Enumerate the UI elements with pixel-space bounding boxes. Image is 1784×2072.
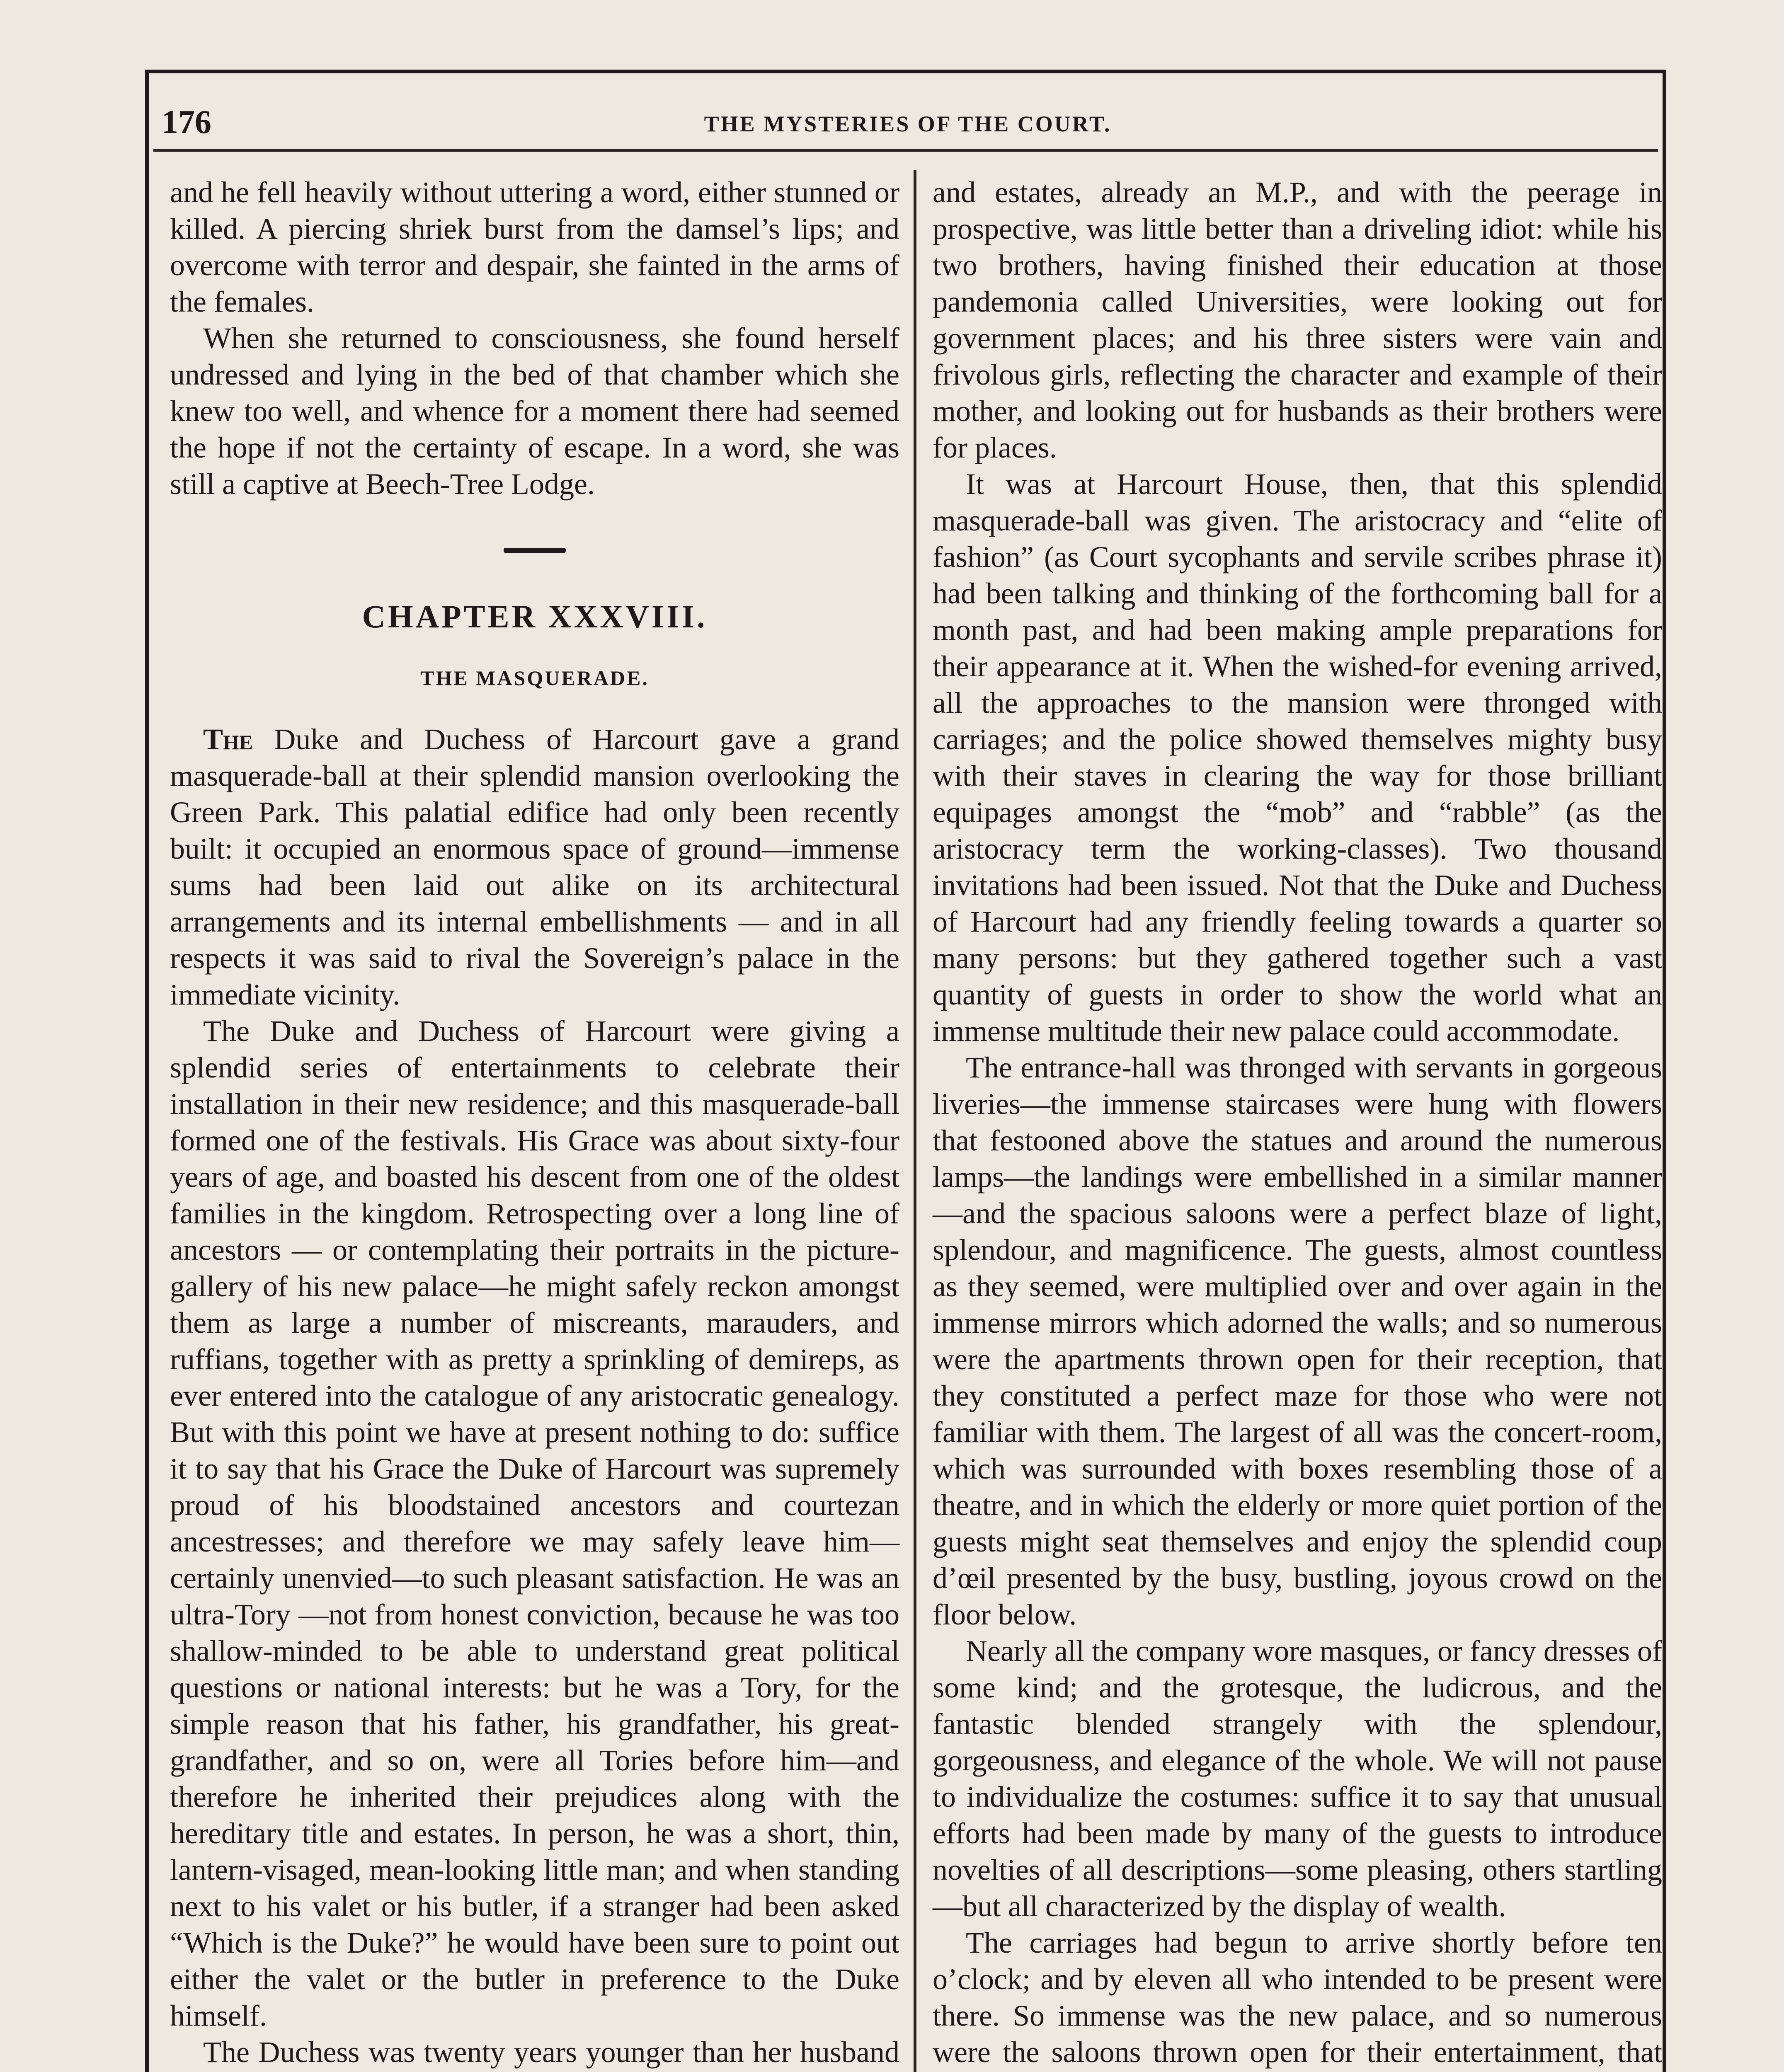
page-number: 176 <box>162 104 211 140</box>
paragraph: Nearly all the company wore masques, or fancy dresses of some kind; and the grotesque, the ludicrous, and the fantastic blended strangely with the splendour, gorgeousness, and elegance of the whole. We will not pause to individualize the costumes: suffice it to say that unusual efforts had been made by many of the guests to introduce novelties of all descriptions—some pleasing, others startling—but all characterized by the display of wealth. <box>933 1634 1662 1923</box>
paragraph: and he fell heavily without uttering a word, either stunned or killed. A piercing shriek burst from the damsel’s lips; and overcome with terror and despair, she fainted in the arms of the females. <box>170 176 899 318</box>
paragraph: It was at Harcourt House, then, that this splendid masquerade-ball was given. The aristocracy and “elite of fashion” (as Court sycophants and servile scribes phrase it) had been talking and thinking of the forthcoming ball for a month past, and had been making ample preparations for their appearance at it. When the wished-for evening arrived, all the approaches to the mansion were thronged with carriages; and the police showed themselves mighty busy with their staves in clearing the way for those brilliant equipages amongst the “mob” and “rabble” (as the aristocracy term the working-classes). Two thousand invitations had been issued. Not that the Duke and Duchess of Harcourt had any friendly feeling towards a quarter so many persons: but they gathered together such a vast quantity of guests in order to show the world what an immense multitude their new palace could accommodate. <box>933 467 1662 1048</box>
running-title: THE MYSTERIES OF THE COURT. <box>704 111 1112 136</box>
paragraph: and estates, already an M.P., and with the peerage in prospective, was little better than a driveling idiot: while his two brothers, having finished their education at those pandemonia called Universities, were looking out for government places; and his three sisters were vain and frivolous girls, reflecting the character and example of their mother, and looking out for husbands as their brothers were for places. <box>933 176 1662 464</box>
opening-paragraph <box>170 721 899 1013</box>
paragraph: The carriages had begun to arrive shortly before ten o’clock; and by eleven all who intended to be present were there. So immense was the new palace, and so numerous were the saloons thrown open for their entertainment, that <box>933 1926 1662 2069</box>
paragraph: The entrance-hall was thronged with servants in gorgeous liveries—the immense staircases were hung with flowers that festooned above the statues and around the numerous lamps—the landings were embellished in a similar manner—and the spacious saloons were a perfect blaze of light, splendour, and magnificence. The guests, almost countless as they seemed, were multiplied over and over again in the immense mirrors which adorned the walls; and so numerous were the apartments thrown open for their reception, that they constituted a perfect maze for those who were not familiar with them. The largest of all was the concert-room, which was surrounded with boxes resembling those of a theatre, and in which the elderly or more quiet portion of the guests might seat themselves and enjoy the splendid coup d’œil presented by the busy, bustling, joyous crowd on the floor below. <box>933 1051 1662 1631</box>
paragraph: The Duke and Duchess of Harcourt were giving a splendid series of entertainments to celebrate their installation in their new residence; and this masquerade-ball formed one of the festivals. His Grace was about sixty-four years of age, and boasted his descent from one of the oldest families in the kingdom. Retrospecting over a long line of ancestors — or contemplating their portraits in the picture-gallery of his new palace—he might safely reckon amongst them as large a number of miscreants, marauders, and ruffians, together with as pretty a sprinkling of demireps, as ever entered into the catalogue of any aristocratic genealogy. But with this point we have at present nothing to do: suffice it to say that his Grace the Duke of Harcourt was supremely proud of his bloodstained ancestors and courtezan ancestresses; and therefore we may safely leave him—certainly unenvied—to such pleasant satisfaction. He was an ultra-Tory —not from honest conviction, because he was too shallow-minded to be able to understand great political questions or national interests: but he was a Tory, for the simple reason that his father, his grandfather, his great-grandfather, and so on, were all Tories before him—and therefore he inherited their prejudices along with the hereditary title and estates. In person, he was a short, thin, lantern-visaged, mean-looking little man; and when standing next to his valet or his butler, if a stranger had been asked “Which is the Duke?” he would have been sure to point out either the valet or the butler in preference to the Duke himself. <box>170 1014 899 2032</box>
chapter-subtitle: THE MASQUERADE. <box>420 666 649 690</box>
section-divider <box>504 548 566 553</box>
paragraph: The Duchess was twenty years younger than her husband <box>203 2036 899 2069</box>
right-column <box>933 174 1662 2072</box>
paragraph: When she returned to consciousness, she found herself undressed and lying in the bed of that chamber which she knew too well, and whence for a moment there had seemed the hope if not the certainty of escape. In a word, she was still a captive at Beech-Tree Lodge. <box>170 322 899 501</box>
chapter-title: CHAPTER XXXVIII. <box>362 598 708 634</box>
column-divider <box>914 170 916 2072</box>
opening-text: Duke and Duchess of Harcourt gave a grand masquerade-ball at their splendid mansion overlooking the Green Park. This palatial edifice had only been recently built: it occupied an enormous space of ground—immense sums had been laid out alike on its architectural arrangements and its internal embellishments — and in all respects it was said to rival the Sovereign’s palace in the immediate vicinity. <box>170 723 899 1011</box>
left-column <box>170 174 899 2072</box>
running-head <box>162 104 1654 153</box>
opening-word: The <box>203 723 253 756</box>
header-rule <box>153 149 1658 152</box>
